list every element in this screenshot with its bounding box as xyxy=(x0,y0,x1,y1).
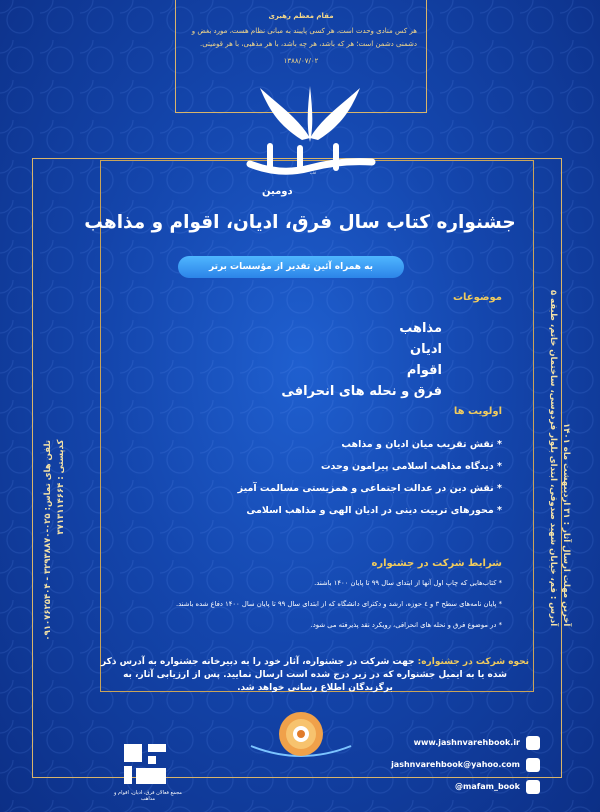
mail-icon xyxy=(526,758,540,772)
quote-text: هر کس منادی وحدت است، هر کسی پایبند به مبانی نظام هست، مورد بغض و دشمنی دشمن است؛ هر که باشد، هر چه باشد، با هر مذهبی، با هر قومیتی. xyxy=(191,27,417,48)
phone-text: تلفن های تماس: ۰۲۵-۳۲۹۳۸۸۷۰ - ۰۹۱۰۷۶۲۵۴۰۴ xyxy=(43,440,53,641)
condition-item: * کتاب‌هایی که چاپ اول آنها از ابتدای سال ۹۹ تا پایان ۱۴۰۰ باشند. xyxy=(314,579,502,587)
book-calligraphy-logo xyxy=(240,76,380,194)
conditions-list xyxy=(122,578,502,641)
condition-item: * پایان نامه‌های سطح ۳ و ٤ حوزه، ارشد و دکترای دانشگاه که از ابتدای سال ۹۹ تا پایان سال ۱۴۰۰ دفاع شده باشند. xyxy=(175,600,502,608)
priorities-heading: اولویت ها xyxy=(453,406,502,417)
phone-postal-strip xyxy=(40,440,69,641)
priority-item: * نقش تقریب میان ادیان و مذاهب xyxy=(341,439,502,450)
email-text: jashnvarehbook@yahoo.com xyxy=(391,760,520,769)
instagram-icon xyxy=(526,780,540,794)
conditions-heading: شرایط شرکت در جشنواره xyxy=(371,558,502,569)
quote-attribution: مقام معظم رهبری xyxy=(268,12,334,20)
leader-quote xyxy=(185,10,417,68)
publisher-logo xyxy=(118,740,174,790)
publisher-label: مجمع فعالان فرق، ادیان، اقوام و مذاهب xyxy=(114,790,182,802)
award-pill: به همراه آئین تقدیر از مؤسسات برتر xyxy=(178,256,404,278)
topic-item: مذاهب xyxy=(399,321,442,336)
edition-ordinal: دومین xyxy=(262,186,293,197)
topics-list xyxy=(281,318,442,402)
postal-code-text: کدپستی : ۳۷۱۳۱۱۴۶۶۴ xyxy=(56,440,66,535)
email-contact[interactable] xyxy=(384,758,540,774)
topic-item: اقوام xyxy=(406,363,442,378)
quote-date: ۱۳۸۸/۰۷/۰۲ xyxy=(283,57,319,65)
priority-item: * محورهای تربیت دینی در ادیان الهی و مذاهب اسلامی xyxy=(246,505,502,516)
condition-item: * در موضوع فرق و نحله های انحرافی، رویکرد نقد پذیرفته می شود. xyxy=(310,621,502,629)
social-text: @mafam_book xyxy=(455,782,520,791)
flower-ornament xyxy=(246,706,356,768)
priority-item: * دیدگاه مذاهب اسلامی پیرامون وحدت xyxy=(320,461,502,472)
deadline-text: آخرین مهلت ارسال آثار : ۳۱ اردیبهشت ماه ۱۴۰۱ xyxy=(561,422,571,627)
how-to-participate xyxy=(100,656,530,695)
topic-item: فرق و نحله های انحرافی xyxy=(281,384,442,399)
website-contact[interactable] xyxy=(384,736,540,752)
how-to-text: جهت شرکت در جشنواره، آثار خود را به دبیرخانه جشنواره به آدرس ذکر شده یا به ایمیل جشنواره که در زیر درج شده است ارسال نمایید. پس از ارزیابی آثار، به برگزیدگان اطلاع رسانی خواهد شد. xyxy=(100,657,507,693)
topics-heading: موضوعات xyxy=(452,292,502,303)
priority-item: * نقش دین در عدالت اجتماعی و همزیستی مسالمت آمیز xyxy=(237,483,502,494)
festival-title: جشنواره کتاب سال فرق، ادیان، اقوام و مذاهب xyxy=(84,212,516,233)
logo-word: کتاب xyxy=(310,171,317,175)
globe-icon xyxy=(526,736,540,750)
topic-item: ادیان xyxy=(410,342,442,357)
website-text: www.jashnvarehbook.ir xyxy=(413,738,520,747)
how-to-label: نحوه شرکت در جشنواره: xyxy=(417,657,530,667)
address-text: آدرس : قم، خیابان شهید صدوقی، ابتدای بلوار فردوسی، ساختمان خاتم، طبقه ۵ xyxy=(548,290,558,627)
deadline-address-strip xyxy=(545,290,574,626)
priorities-list xyxy=(202,434,502,522)
social-contact[interactable] xyxy=(384,780,540,796)
